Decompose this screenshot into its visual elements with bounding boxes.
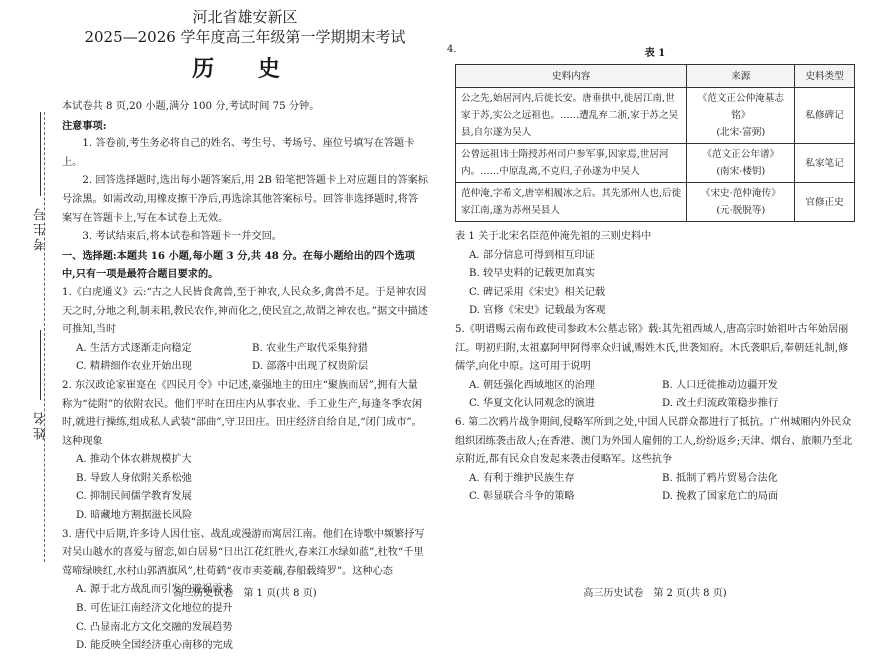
page-footer: 高三历史试卷 第 1 页(共 8 页) [173, 588, 317, 599]
question-5 [455, 321, 855, 414]
option-a[interactable]: A. 朝廷强化西域地区的治理 [469, 379, 595, 391]
option-d[interactable]: D. 改土归流政策稳步推行 [662, 398, 779, 410]
name-field-line [40, 330, 41, 400]
exam-number-field-line [40, 112, 41, 196]
option-b[interactable]: B. 可佐证江南经济文化地位的提升 [76, 603, 233, 615]
table-row [456, 183, 855, 222]
question-4 [455, 228, 855, 321]
name-label: 姓名 [34, 410, 49, 440]
question-stem: 2. 东汉政论家崔寔在《四民月令》中记述,豪强地主的田庄“聚族而居”,拥有大量称为“徒附”的依附农民。他们平时在田庄内从事农业、手工业生产,每逢冬季农闲时,就进行操练,组成私人武装“部曲”,守卫田庄。田庄经济自给自足,“闭门成市”。这种现象 [62, 379, 423, 447]
option-b[interactable]: B. 农业生产取代采集狩猎 [252, 342, 368, 354]
binding-margin [0, 0, 58, 615]
option-d[interactable]: D. 挽救了国家危亡的局面 [662, 491, 779, 503]
question-stem: 5.《明谱赐云南布政使司参政木公墓志铭》载:其先祖西域人,唐高宗时始祖叶古年始居丽江。明初归附,太祖嘉阿甲阿得率众归诚,赐姓木氏,世袭知府。木氏袭职后,奉朝廷礼制,修儒学,向化中原。这可用于说明 [455, 323, 849, 373]
option-a[interactable]: A. 生活方式逐渐走向稳定 [76, 342, 192, 354]
option-a[interactable]: A. 源于北方战乱而引发的避祸需求 [76, 584, 233, 596]
left-page [0, 0, 435, 652]
right-content [455, 64, 855, 507]
option-c[interactable]: C. 彰显联合斗争的策略 [469, 491, 575, 503]
option-c[interactable]: C. 凸显南北方文化交融的发展趋势 [76, 621, 233, 633]
option-c[interactable]: C. 华夏文化认同观念的演进 [469, 398, 595, 410]
cell-source [687, 183, 795, 222]
cell-content: 公之先,始居河内,后徙长安。唐垂拱中,徙居江南,世家于苏,实公之远祖也。……遭乱弃二浙,家于苏之吴县,自尔遂为吴人 [456, 88, 687, 144]
question-1 [62, 284, 428, 377]
option-d[interactable]: D. 能反映全国经济重心南移的完成 [76, 640, 233, 652]
left-content [62, 98, 428, 656]
option-c[interactable]: C. 精耕细作农业开始出现 [76, 361, 192, 373]
exam-region: 河北省雄安新区 [192, 8, 298, 26]
option-a[interactable]: A. 有利于维护民族生存 [469, 472, 575, 484]
question-stem: 6. 第二次鸦片战争期间,侵略军所到之处,中国人民群众都进行了抵抗。广州城厢内外民众组织团练袭击敌人;在香港、澳门为外国人雇佣的工人,纷纷返乡;天津、烟台、旅顺乃至北京附近,都有民众自发起来袭击侵略军。这些抗争 [455, 416, 853, 466]
question-2 [62, 377, 428, 526]
col-header-type: 史料类型 [795, 65, 855, 88]
source-author: (南宋·楼钥) [716, 166, 766, 177]
question-stem: 3. 唐代中后期,许多诗人因仕宦、战乱或漫游而寓居江南。他们在诗歌中频繁抒写对吴山越水的喜爱与留恋,如白居易“日出江花红胜火,春来江水绿如蓝”,杜牧“千里莺啼绿映红,水村山郭酒旗风”,杜荀鹤“夜市卖菱藕,春船载绮罗”。这种心态 [62, 528, 425, 577]
right-page [435, 0, 870, 615]
table-row [456, 88, 855, 144]
option-b[interactable]: B. 人口迁徙推动边疆开发 [662, 379, 778, 391]
table-row [456, 144, 855, 183]
cell-source [687, 144, 795, 183]
source-title: 《宋史·范仲淹传》 [700, 188, 781, 199]
col-header-source: 来源 [687, 65, 795, 88]
option-b[interactable]: B. 抵制了鸦片贸易合法化 [662, 472, 778, 484]
page-footer: 高三历史试卷 第 2 页(共 8 页) [583, 588, 727, 599]
cell-type: 私修碑记 [795, 88, 855, 144]
source-author: (元·脱脱等) [716, 205, 766, 216]
option-b[interactable]: B. 较早史料的记载更加真实 [469, 268, 596, 280]
question-4-number: 4. [447, 44, 457, 55]
option-b[interactable]: B. 导致人身依附关系松弛 [76, 472, 192, 484]
cell-type: 官修正史 [795, 183, 855, 222]
cell-content: 公曾远祖讳士隋授苏州司户参军事,因家焉,世居河内。……中原乱离,不克归,子孙遂为中吴人 [456, 144, 687, 183]
option-d[interactable]: D. 部落中出现了权贵阶层 [252, 361, 369, 373]
option-d[interactable]: D. 暗藏地方割据滋长风险 [76, 510, 193, 522]
exam-intro: 本试卷共 8 页,20 小题,满分 100 分,考试时间 75 分钟。 [62, 101, 320, 112]
option-a[interactable]: A. 部分信息可得到相互印证 [469, 249, 595, 261]
col-header-content: 史料内容 [456, 65, 687, 88]
exam-title: 2025—2026 学年度高三年级第一学期期末考试 [84, 28, 406, 46]
note-item: 1. 答卷前,考生务必将自己的姓名、考生号、考场号、座位号填写在答题卡上。 [62, 138, 415, 168]
subject-title: 历 史 [192, 56, 298, 82]
source-title: 《范文正公仲淹墓志铭》 [697, 93, 784, 121]
question-stem: 1.《白虎通义》云:“古之人民皆食禽兽,至于神农,人民众多,禽兽不足。于是神农因天之时,分地之利,制耒耜,教民农作,神而化之,使民宜之,故谓之神农也。”据文中描述可推知,当时 [62, 286, 428, 336]
option-d[interactable]: D. 官修《宋史》记载最为客观 [469, 305, 606, 317]
note-item: 3. 考试结束后,将本试卷和答题卡一并交回。 [82, 231, 282, 243]
source-table [455, 64, 855, 222]
question-stem: 表 1 关于北宋名臣范仲淹先祖的三则史料中 [455, 231, 652, 242]
notes-title: 注意事项: [62, 119, 107, 132]
exam-number-label: 考生号 [34, 206, 49, 251]
binding-dashed-line [44, 112, 45, 562]
cell-type: 私家笔记 [795, 144, 855, 183]
cell-content: 范仲淹,字希文,唐宰相履冰之后。其先邠州人也,后徙家江南,遂为苏州吴县人 [456, 183, 687, 222]
section-title: 一、选择题:本题共 16 小题,每小题 3 分,共 48 分。在每小题给出的四个选项中,只有一项是最符合题目要求的。 [62, 249, 415, 281]
option-c[interactable]: C. 抑制民间儒学教育发展 [76, 491, 192, 503]
table-caption: 表 1 [644, 48, 666, 59]
note-item: 2. 回答选择题时,选出每小题答案后,用 2B 铅笔把答题卡上对应题目的答案标号涂黑。如需改动,用橡皮擦干净后,再选涂其他答案标号。回答非选择题时,将答案写在答题卡上,写在本试卷上无效。 [62, 175, 428, 224]
source-title: 《范文正公年谱》 [702, 149, 780, 160]
source-author: (北宋·富弼) [716, 127, 766, 138]
cell-source [687, 88, 795, 144]
question-6 [455, 414, 855, 507]
table-header-row [456, 65, 855, 88]
option-c[interactable]: C. 碑记采用《宋史》相关记载 [469, 286, 606, 298]
option-a[interactable]: A. 推动个体农耕规模扩大 [76, 454, 192, 466]
